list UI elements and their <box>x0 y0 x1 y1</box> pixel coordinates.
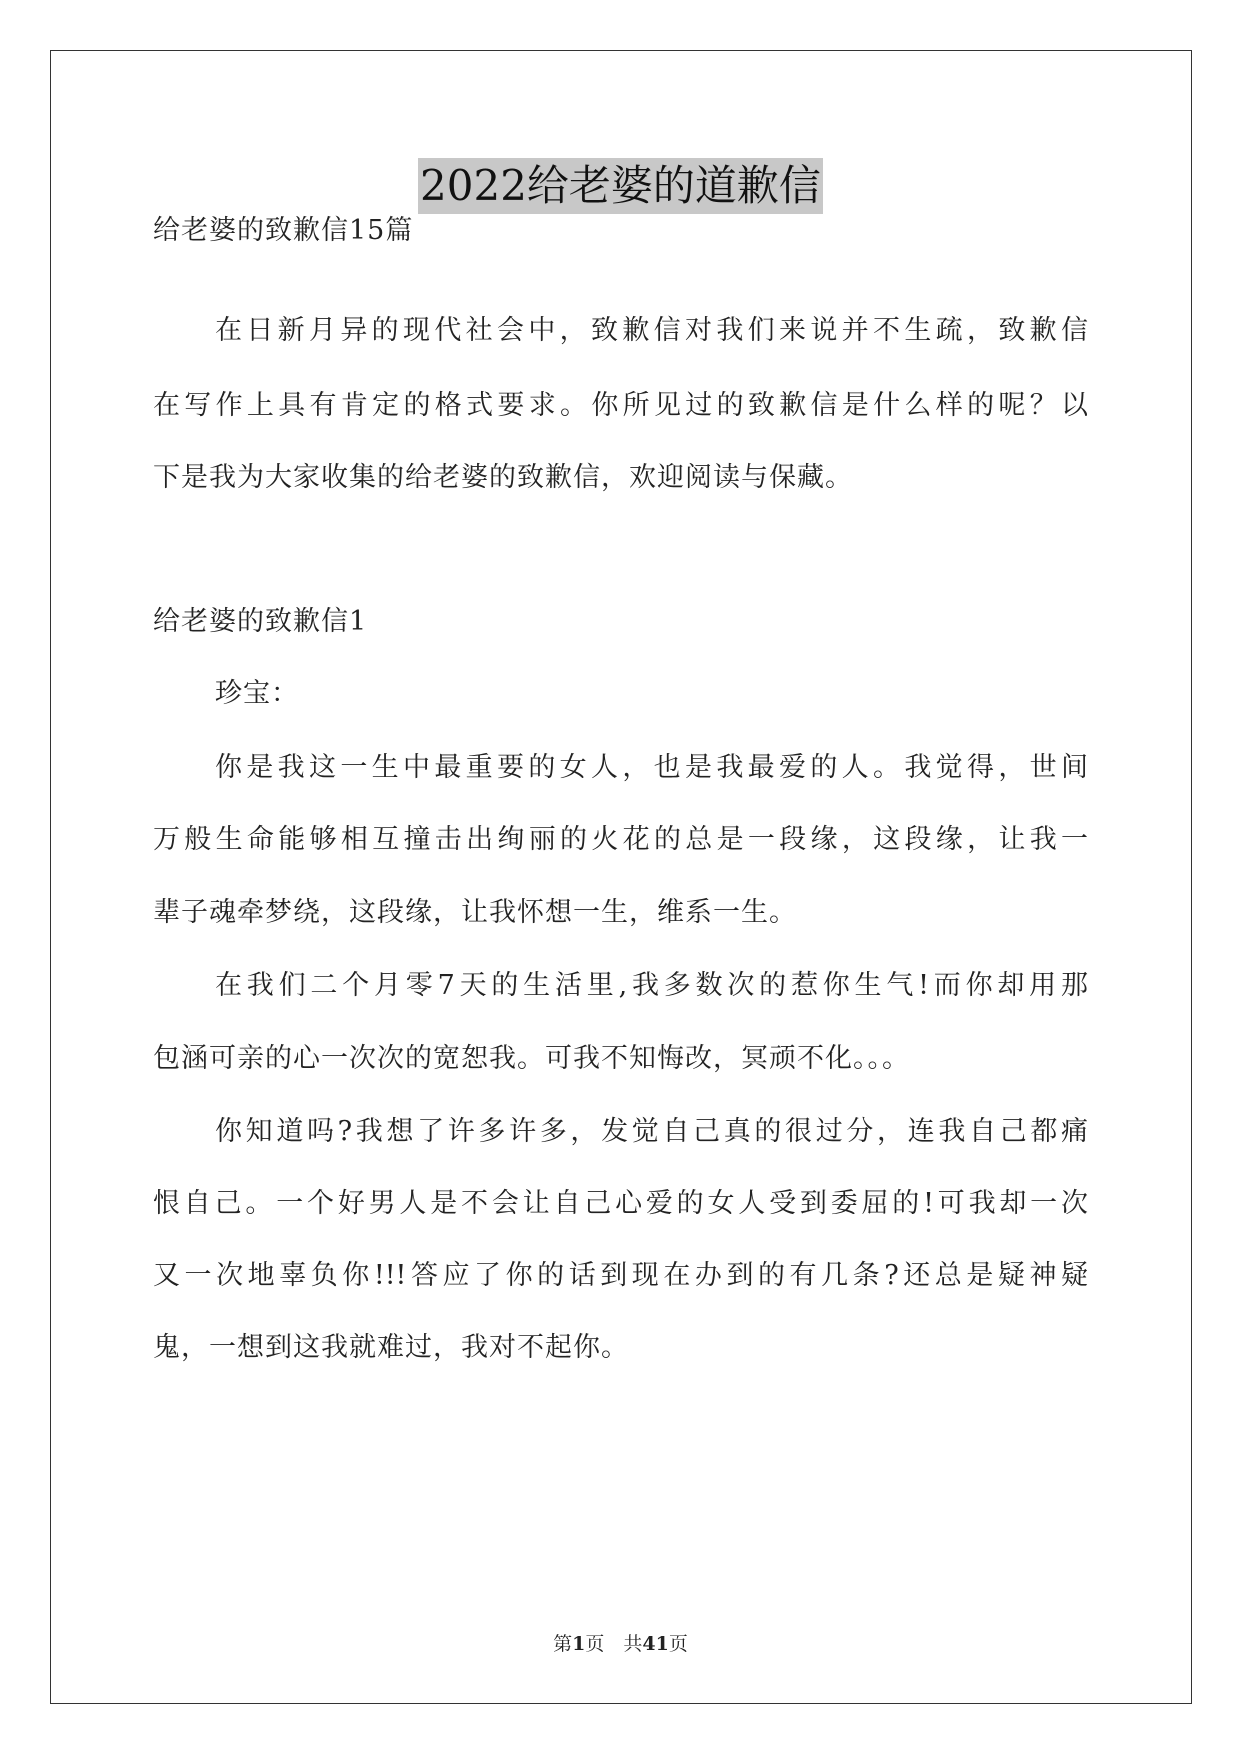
body-line-2: 万般生命能够相互撞击出绚丽的火花的总是一段缘，这段缘，让我一 <box>153 824 1088 855</box>
salutation: 珍宝： <box>215 678 299 709</box>
page-border <box>50 50 1192 1704</box>
body-line-4: 在我们二个月零7天的生活里,我多数次的惹你生气!而你却用那 <box>215 970 1088 1001</box>
page-number-prefix: 第 <box>553 1633 573 1655</box>
current-page-number: 1 <box>572 1633 586 1655</box>
document-title-text: 2022给老婆的道歉信 <box>418 158 823 214</box>
intro-line-3: 下是我为大家收集的给老婆的致歉信，欢迎阅读与保藏。 <box>153 462 853 493</box>
intro-line-2: 在写作上具有肯定的格式要求。你所见过的致歉信是什么样的呢？以 <box>153 390 1088 421</box>
body-line-3: 辈子魂牵梦绕，这段缘，让我怀想一生，维系一生。 <box>153 897 797 928</box>
body-line-8: 又一次地辜负你!!!答应了你的话到现在办到的有几条?还总是疑神疑 <box>153 1260 1088 1291</box>
body-line-7: 恨自己。一个好男人是不会让自己心爱的女人受到委屈的!可我却一次 <box>153 1188 1088 1219</box>
page-number-suffix: 页 <box>668 1633 688 1655</box>
page-number <box>0 1632 1241 1656</box>
body-line-5: 包涵可亲的心一次次的宽恕我。可我不知悔改，冥顽不化。。。 <box>153 1043 910 1074</box>
total-page-count: 41 <box>642 1633 669 1655</box>
body-line-9: 鬼，一想到这我就难过，我对不起你。 <box>153 1332 629 1363</box>
page-number-middle: 页 共 <box>585 1633 643 1655</box>
section-heading: 给老婆的致歉信1 <box>153 606 368 637</box>
intro-line-1: 在日新月异的现代社会中，致歉信对我们来说并不生疏，致歉信 <box>215 315 1088 346</box>
body-line-1: 你是我这一生中最重要的女人，也是我最爱的人。我觉得，世间 <box>215 752 1088 783</box>
body-line-6: 你知道吗?我想了许多许多，发觉自己真的很过分，连我自己都痛 <box>215 1116 1088 1147</box>
subtitle: 给老婆的致歉信15篇 <box>153 215 414 246</box>
document-title <box>0 158 1241 214</box>
